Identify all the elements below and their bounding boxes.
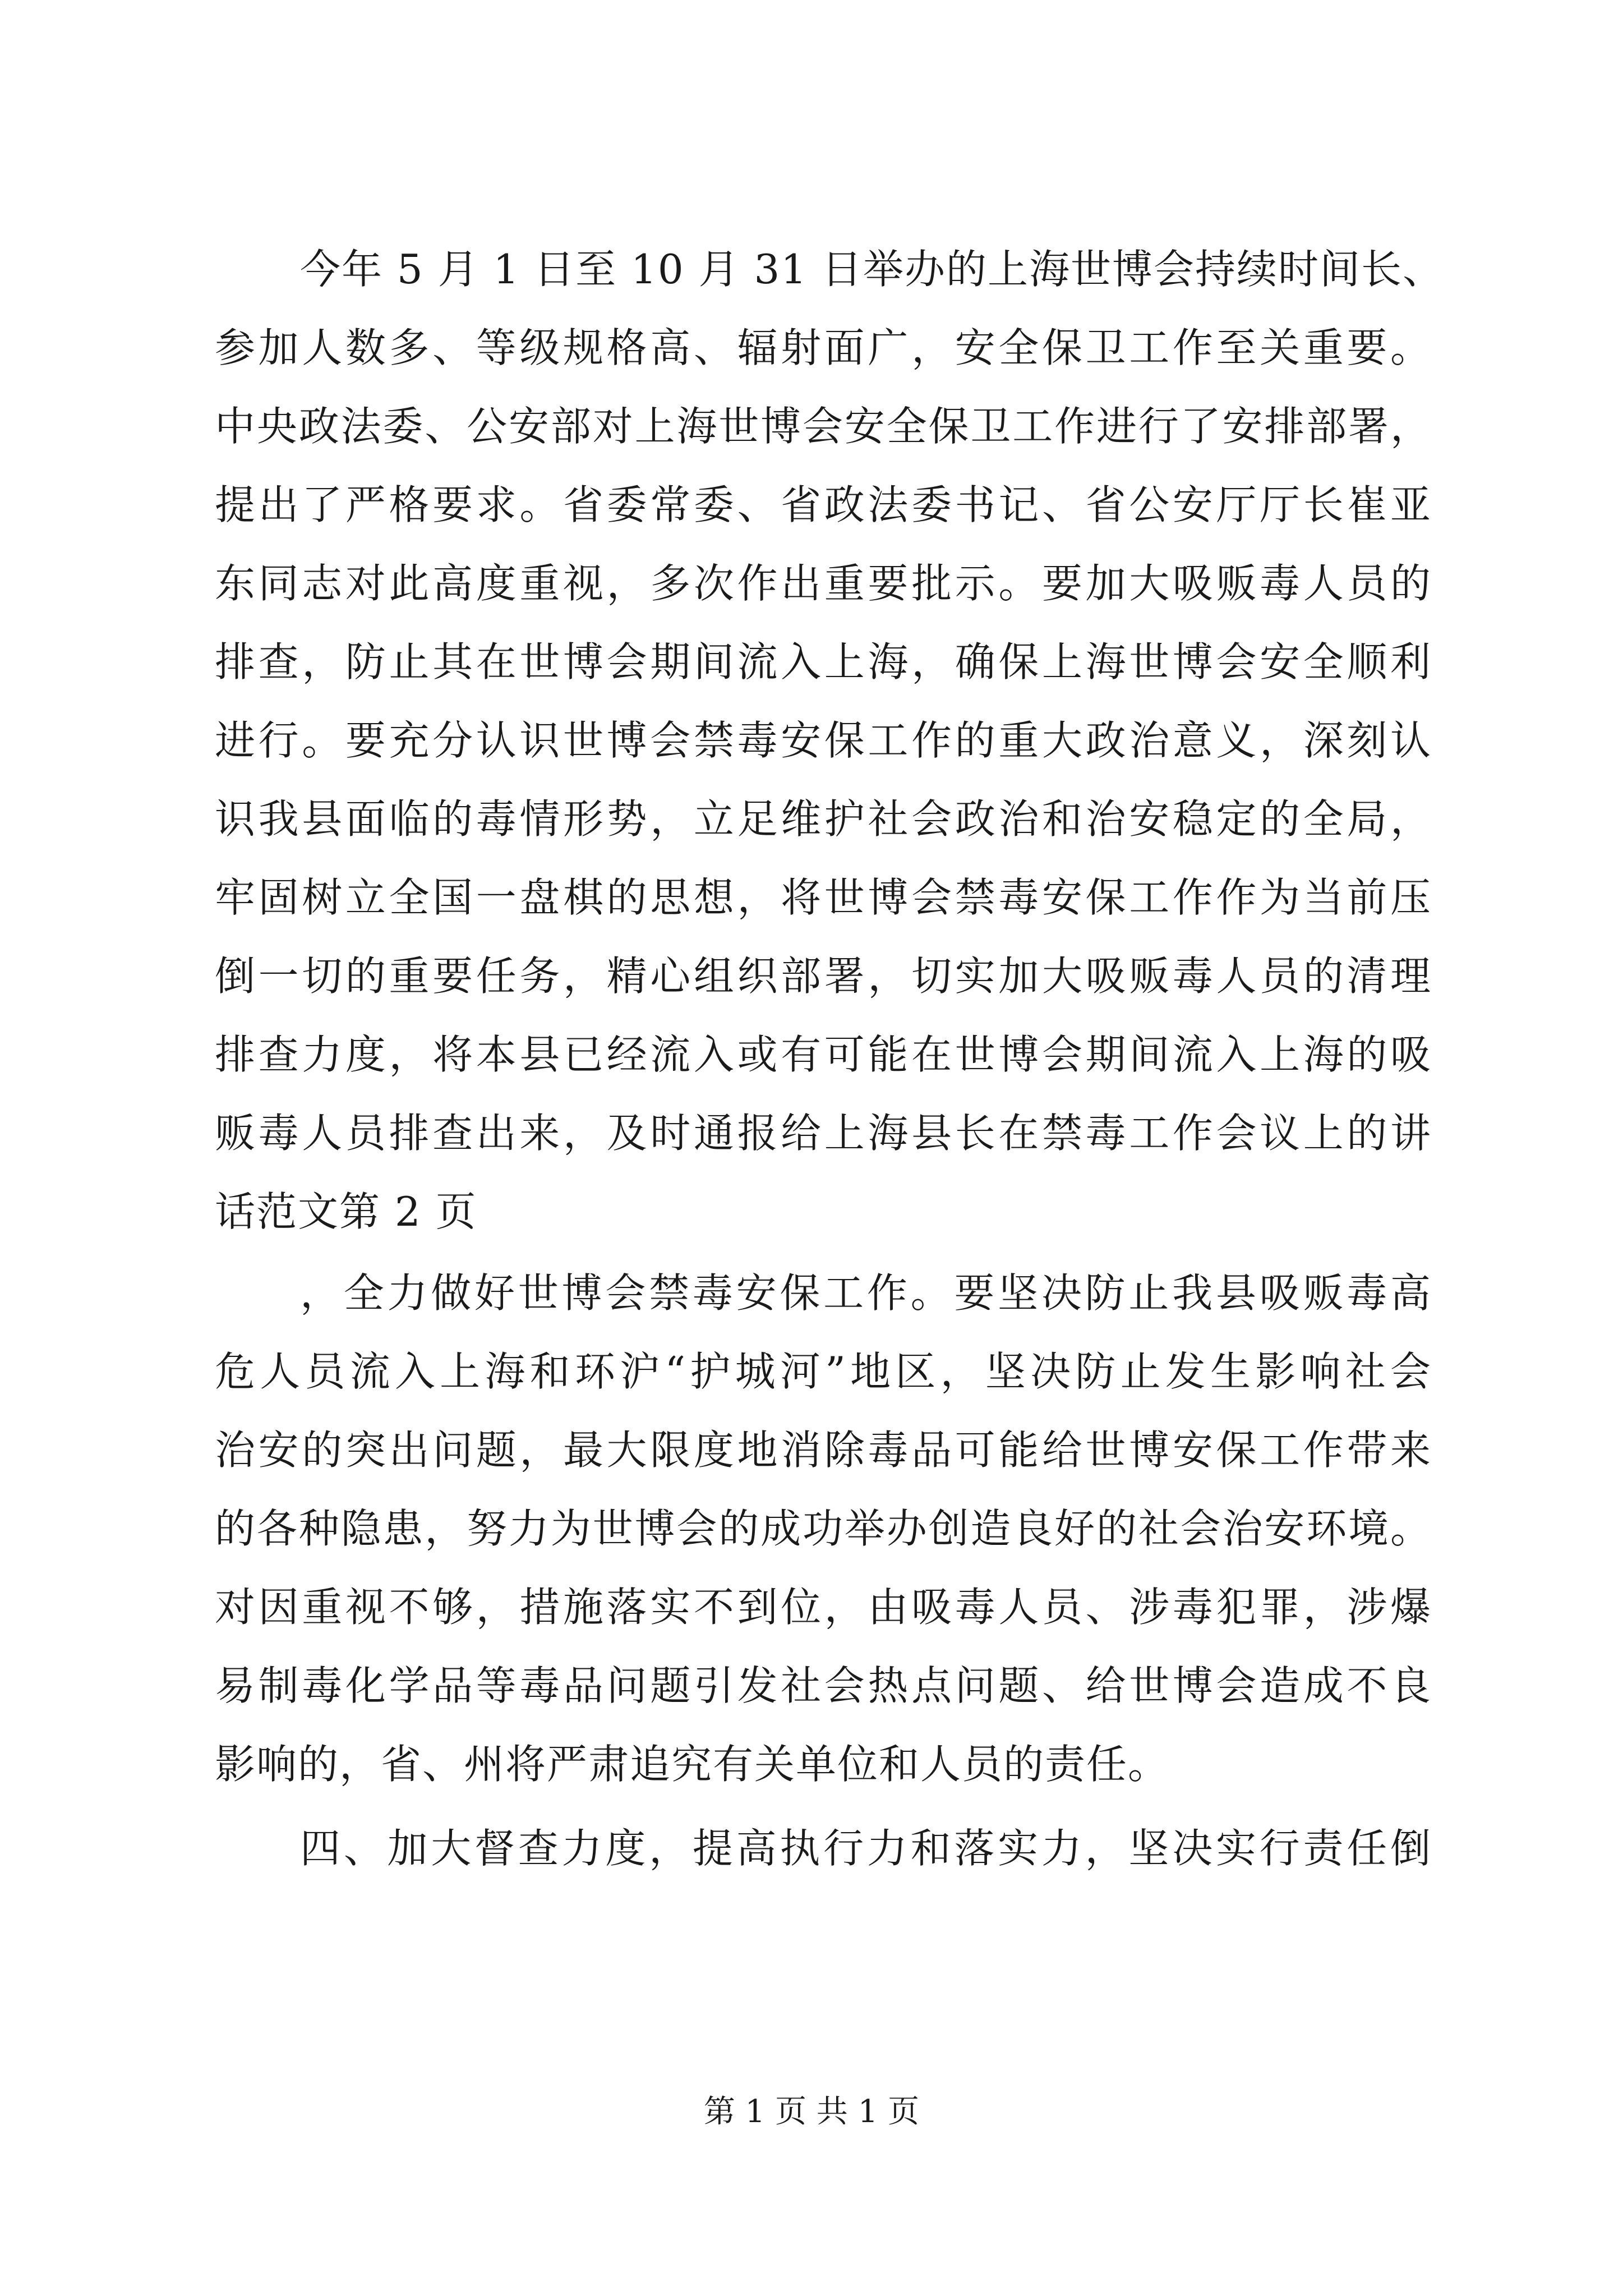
text-line: 话范文第 2 页: [215, 1188, 477, 1235]
text-line: 中央政法委、公安部对上海世博会安全保卫工作进行了安排部署，: [215, 403, 1432, 450]
text-line: 提出了严格要求。省委常委、省政法委书记、省公安厅厅长崔亚: [215, 481, 1432, 528]
text-line: 参加人数多、等级规格高、辐射面广，安全保卫工作至关重要。: [215, 324, 1432, 371]
text-line: 识我县面临的毒情形势，立足维护社会政治和治安稳定的全局，: [215, 795, 1432, 843]
text-line: 今年 5 月 1 日至 10 月 31 日举办的上海世博会持续时间长、: [300, 246, 1444, 293]
text-line: 易制毒化学品等毒品问题引发社会热点问题、给世博会造成不良: [215, 1662, 1432, 1709]
text-line: 排查，防止其在世博会期间流入上海，确保上海世博会安全顺利: [215, 638, 1432, 685]
text-line: 贩毒人员排查出来，及时通报给上海县长在禁毒工作会议上的讲: [215, 1110, 1432, 1157]
page-footer: 第 1 页 共 1 页: [703, 2093, 920, 2130]
text-line: 牢固树立全国一盘棋的思想，将世博会禁毒安保工作作为当前压: [215, 874, 1432, 921]
text-line: 进行。要充分认识世博会禁毒安保工作的重大政治意义，深刻认: [215, 717, 1432, 764]
text-line: 影响的，省、州将严肃追究有关单位和人员的责任。: [215, 1741, 1170, 1788]
text-line: 治安的突出问题，最大限度地消除毒品可能给世博安保工作带来: [215, 1427, 1432, 1474]
text-line: 对因重视不够，措施落实不到位，由吸毒人员、涉毒犯罪，涉爆: [215, 1584, 1432, 1631]
text-line: 倒一切的重要任务，精心组织部署，切实加大吸贩毒人员的清理: [215, 953, 1432, 1000]
text-line: 排查力度，将本县已经流入或有可能在世博会期间流入上海的吸: [215, 1031, 1432, 1078]
text-line: 四、加大督查力度，提高执行力和落实力，坚决实行责任倒: [300, 1825, 1432, 1872]
text-line: 的各种隐患，努力为世博会的成功举办创造良好的社会治安环境。: [215, 1505, 1432, 1552]
text-line: 危人员流入上海和环沪“护城河”地区，坚决防止发生影响社会: [215, 1348, 1432, 1395]
text-line: 东同志对此高度重视，多次作出重要批示。要加大吸贩毒人员的: [215, 560, 1432, 607]
text-line: ，全力做好世博会禁毒安保工作。要坚决防止我县吸贩毒高: [300, 1269, 1432, 1317]
